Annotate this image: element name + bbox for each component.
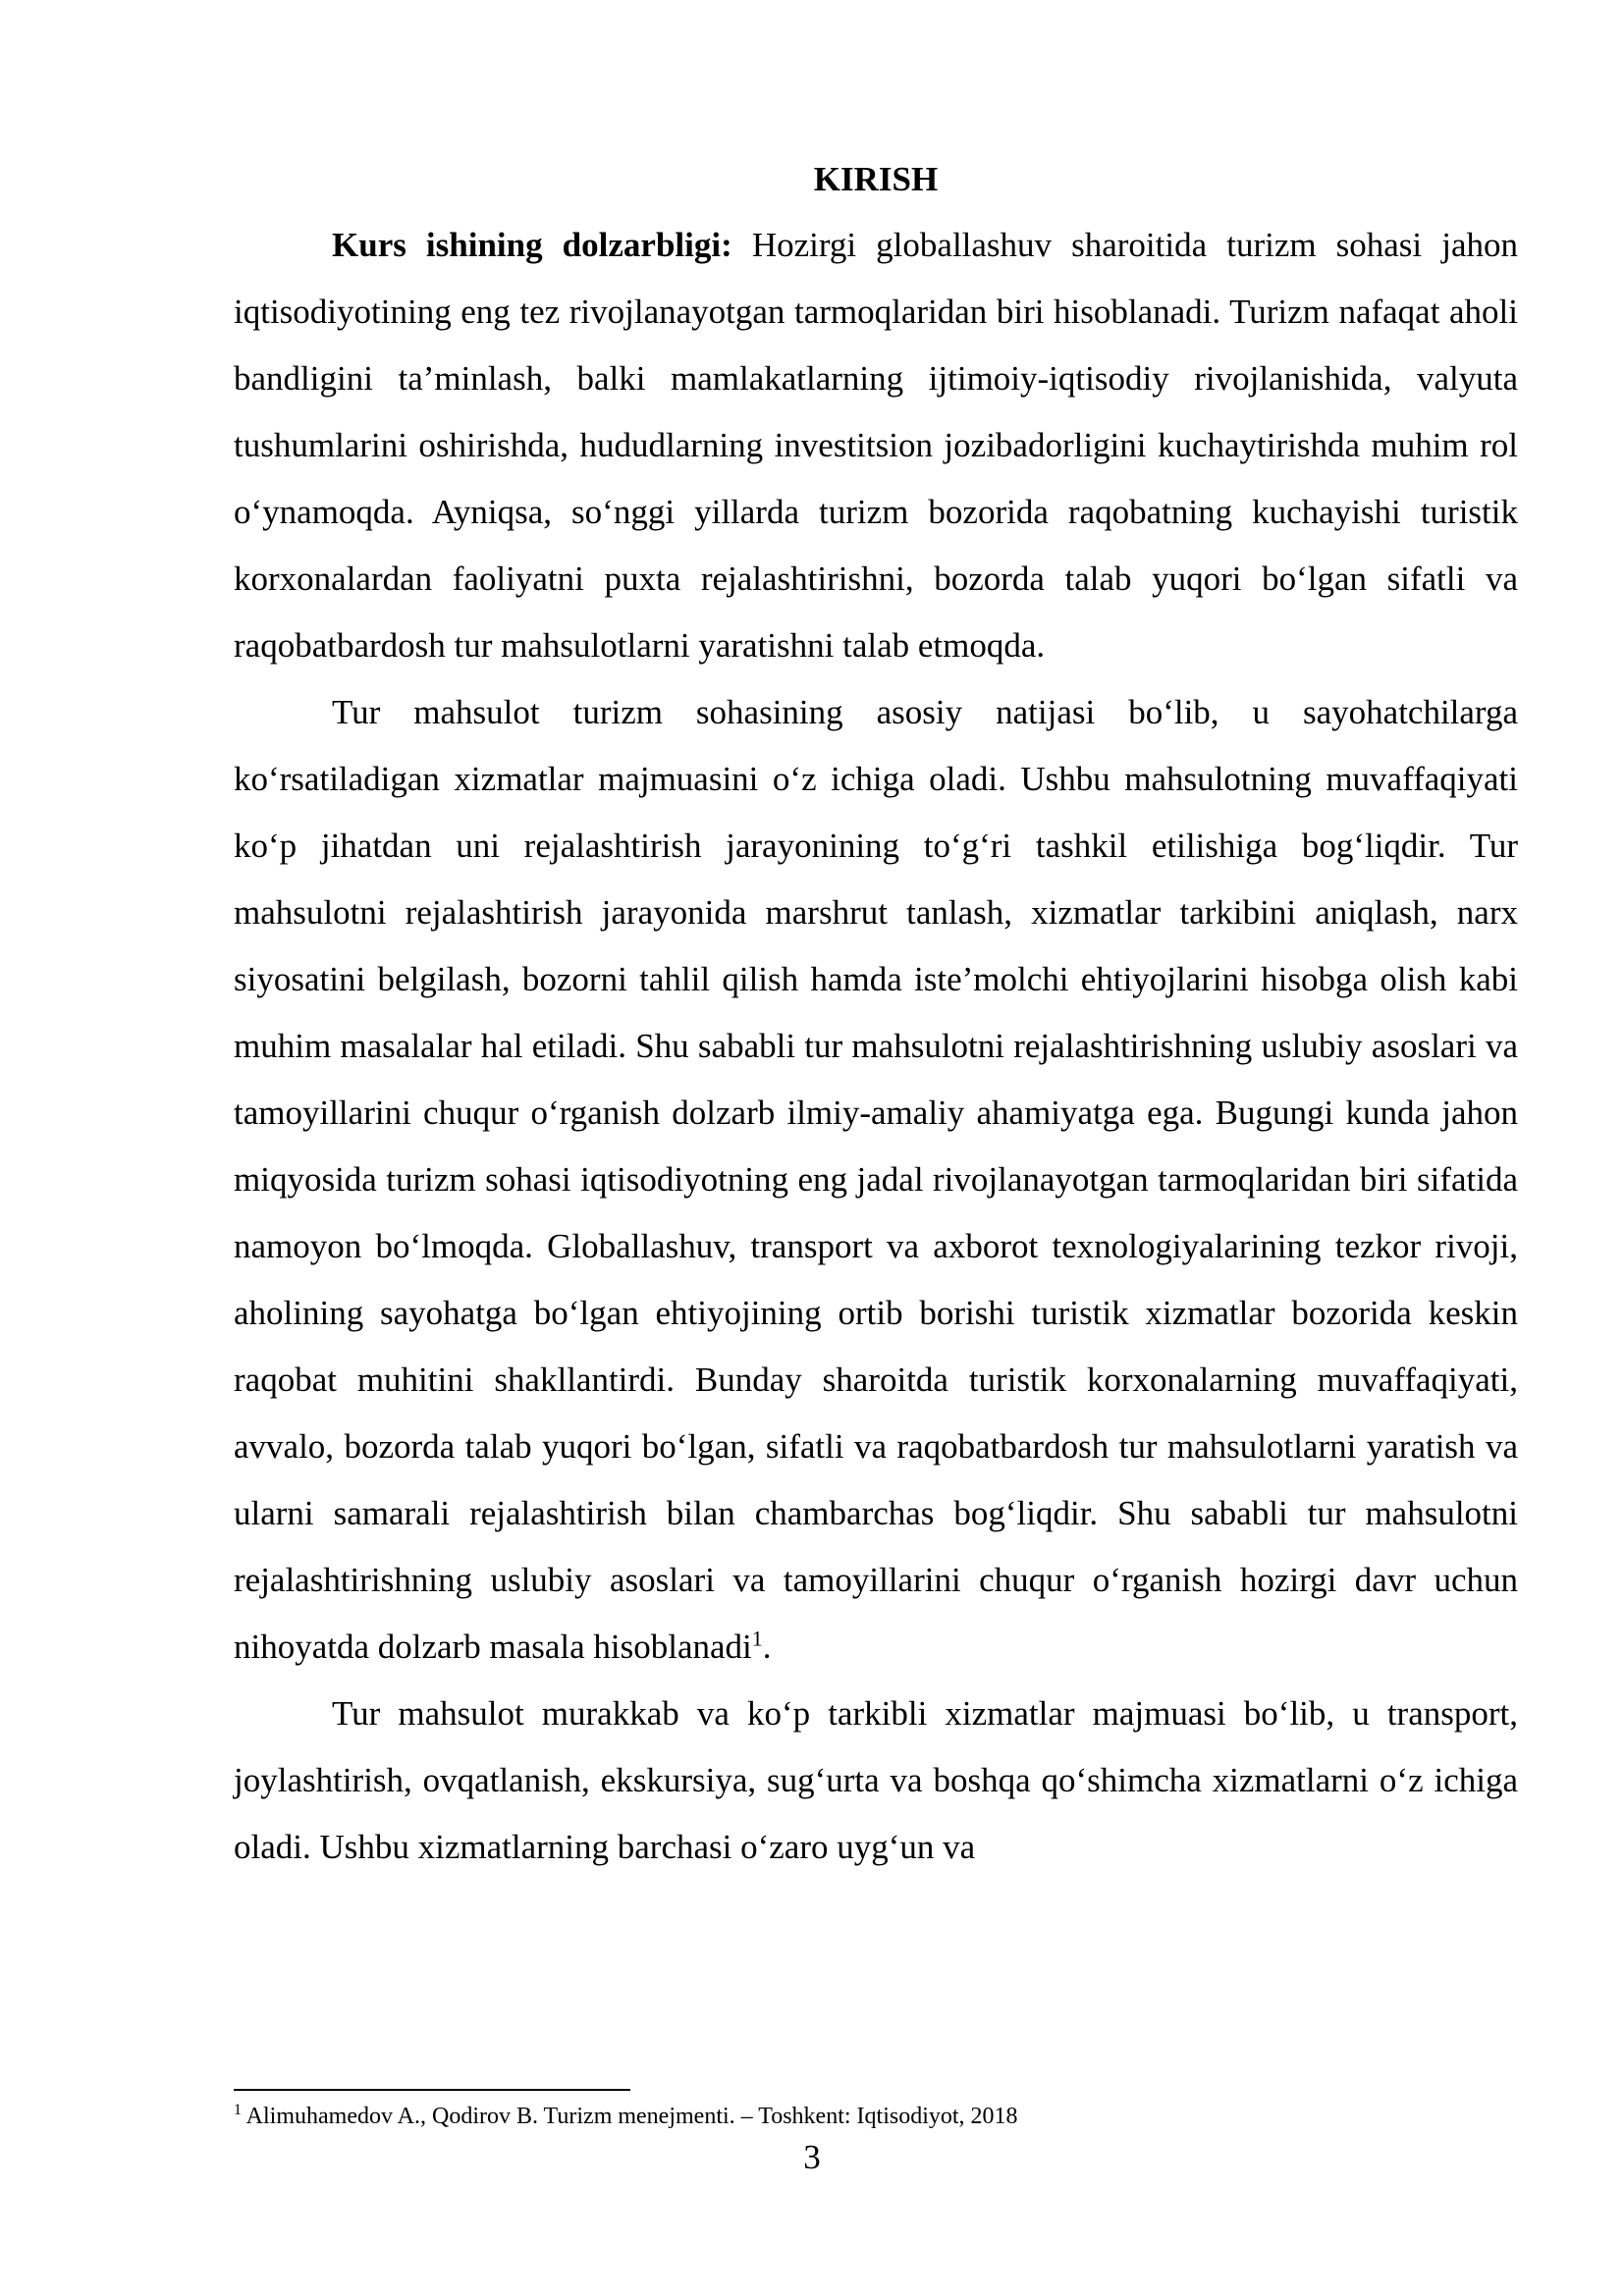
paragraph-text: Tur mahsulot turizm sohasining asosiy natijasi bo‘lib, u sayohatchilarga ko‘rsatiladigan xizmatlar majmuasini o‘z ichiga oladi. Ushbu mahsulotning muvaffaqiyati ko‘p jihatdan uni rejalashtirish jarayonining to‘g‘ri tashkil etilishiga bog‘liqdir. Tur mahsulotni rejalashtirish jarayonida marshrut tanlash, xizmatlar tarkibini aniqlash, narx siyosatini belgilash, bozorni tahlil qilish hamda iste’molchi ehtiyojlarini hisobga olish kabi muhim masalalar hal etiladi. Shu sababli tur mahsulotni rejalashtirishning uslubiy asoslari va tamoyillarini chuqur o‘rganish dolzarb ilmiy-amaliy ahamiyatga ega. Bugungi kunda jahon miqyosida turizm sohasi iqtisodiyotning eng jadal rivojlanayotgan tarmoqlaridan biri sifatida namoyon bo‘lmoqda. Globallashuv, transport va axborot texnologiyalarining tezkor rivoji, aholining sayohatga bo‘lgan ehtiyojining ortib borishi turistik xizmatlar bozorida keskin raqobat muhitini shakllantirdi. Bunday sharoitda turistik korxonalarning muvaffaqiyati, avvalo, bozorda talab yuqori bo‘lgan, sifatli va raqobatbardosh tur mahsulotlarni yaratish va ularni samarali rejalashtirish bilan chambarchas bog‘liqdir. Shu sababli tur mahsulotni rejalashtirishning uslubiy asoslari va tamoyillarini chuqur o‘rganish hozirgi davr uchun nihoyatda dolzarb masala hisoblanadi xyxy=(234,693,1518,1666)
footnote-mark: 1 xyxy=(234,2102,242,2118)
paragraph-relevance xyxy=(234,212,1518,679)
paragraph-tour-product xyxy=(234,679,1518,1681)
footnote-separator xyxy=(234,2089,630,2091)
paragraph-text: Tur mahsulot murakkab va ko‘p tarkibli xizmatlar majmuasi bo‘lib, u transport, joylashtirish, ovqatlanish, ekskursiya, sug‘urta va boshqa qo‘shimcha xizmatlarni o‘z ichiga oladi. Ushbu xizmatlarning barchasi o‘zaro uyg‘un va xyxy=(234,1694,1518,1866)
page-body xyxy=(234,147,1518,1881)
paragraph-text: Hozirgi globallashuv sharoitida turizm sohasi jahon iqtisodiyotining eng tez rivojlanayotgan tarmoqlaridan biri hisoblanadi. Turizm nafaqat aholi bandligini ta’minlash, balki mamlakatlarning ijtimoiy-iqtisodiy rivojlanishida, valyuta tushumlarini oshirishda, hududlarning investitsion jozibadorligini kuchaytirishda muhim rol o‘ynamoqda. Ayniqsa, so‘nggi yillarda turizm bozorida raqobatning kuchayishi turistik korxonalardan faoliyatni puxta rejalashtirishni, bozorda talab yuqori bo‘lgan sifatli va raqobatbardosh tur mahsulotlarni yaratishni talab etmoqda. xyxy=(234,226,1518,665)
paragraph-composition xyxy=(234,1681,1518,1881)
section-heading: KIRISH xyxy=(813,160,939,198)
footnote-reference[interactable]: 1 xyxy=(751,1626,763,1651)
footnote xyxy=(234,2101,1518,2132)
page-number: 3 xyxy=(803,2138,821,2176)
footnote-text: Alimuhamedov A., Qodirov B. Turizm menejmenti. – Toshkent: Iqtisodiyot, 2018 xyxy=(242,2104,1018,2129)
paragraph-lead-label: Kurs ishining dolzarbligi: xyxy=(332,226,732,264)
paragraph-end-punctuation: . xyxy=(762,1628,772,1666)
